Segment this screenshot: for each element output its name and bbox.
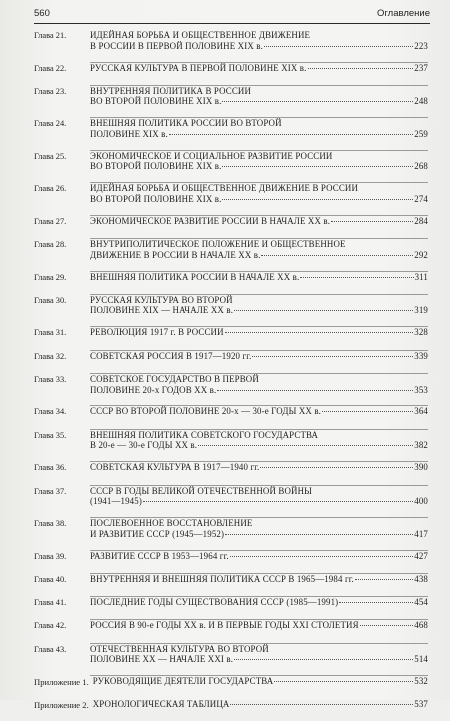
chapter-title-last-line [90, 620, 428, 631]
chapter-title [90, 216, 428, 227]
chapter-title-line: ОТЕЧЕСТВЕННАЯ КУЛЬТУРА ВО ВТОРОЙ [90, 643, 269, 654]
chapter-page-number: 284 [414, 215, 428, 226]
chapter-title [90, 551, 428, 562]
chapter-title-last-line [90, 496, 428, 507]
toc-entry[interactable] [34, 551, 428, 573]
appendix-title-text: РУКОВОДЯЩИЕ ДЕЯТЕЛИ ГОСУДАРСТВА [92, 676, 274, 687]
chapter-title-line: СОВЕТСКАЯ КУЛЬТУРА В 1917—1940 гг. [90, 462, 260, 473]
appendix-label: Приложение 2. [34, 699, 89, 710]
dot-leader [230, 556, 414, 557]
chapter-label: Глава 42. [34, 621, 67, 631]
chapter-page-number: 390 [414, 462, 428, 473]
toc-entry[interactable] [34, 183, 428, 215]
chapter-title-line: И РАЗВИТИЕ СССР (1945—1952) [90, 528, 225, 539]
dot-leader [198, 445, 413, 446]
chapter-title-line: ПОСЛЕВОЕННОЕ ВОССТАНОВЛЕНИЕ [90, 518, 253, 529]
chapter-page-number: 468 [414, 620, 428, 631]
chapter-title-last-line [90, 406, 428, 417]
chapter-page-number: 438 [414, 573, 428, 584]
chapter-title-last-line [90, 551, 428, 562]
toc-entry[interactable] [34, 518, 428, 550]
chapter-title-line: ВНЕШНЯЯ ПОЛИТИКА РОССИИ В НАЧАЛЕ XX в. [90, 271, 300, 282]
toc-entry[interactable] [34, 151, 428, 183]
chapter-title [90, 406, 428, 417]
chapter-title [90, 151, 428, 172]
dot-leader [339, 602, 413, 603]
toc-entry[interactable] [34, 351, 428, 373]
chapter-title [90, 644, 428, 665]
dot-leader [360, 625, 414, 626]
chapter-label: Глава 24. [34, 119, 67, 129]
dot-leader [222, 199, 413, 200]
chapter-label: Глава 37. [34, 486, 67, 496]
chapter-title [90, 327, 428, 338]
chapter-title-line: РУССКАЯ КУЛЬТУРА ВО ВТОРОЙ [90, 294, 233, 305]
chapter-title [90, 486, 428, 507]
appendix-title-line [93, 699, 428, 710]
section-title: Оглавление [377, 8, 430, 19]
chapter-label: Глава 34. [34, 407, 67, 417]
chapter-title-last-line [90, 63, 428, 74]
chapter-title [90, 462, 428, 473]
chapter-title [90, 518, 428, 539]
dot-leader [252, 356, 413, 357]
chapter-label: Глава 23. [34, 86, 67, 96]
chapter-label: Глава 38. [34, 519, 67, 529]
chapter-title [90, 620, 428, 631]
dot-leader [222, 166, 413, 167]
chapter-label: Глава 29. [34, 272, 67, 282]
dot-leader [230, 704, 413, 705]
chapter-title-line: ИДЕЙНАЯ БОРЬБА И ОБЩЕСТВЕННОЕ ДВИЖЕНИЕ В РОССИИ [90, 183, 359, 194]
toc-entry[interactable] [34, 295, 428, 327]
chapter-title [90, 430, 428, 451]
chapter-title-last-line [90, 216, 428, 227]
chapter-label: Глава 31. [34, 328, 67, 338]
appendix-title [93, 699, 428, 710]
appendix-title-text: ХРОНОЛОГИЧЕСКАЯ ТАБЛИЦА [92, 698, 230, 709]
appendix-title [93, 676, 428, 687]
dot-leader [217, 390, 413, 391]
chapter-title-line: ПОЛОВИНЕ XIX — НАЧАЛЕ XX в. [90, 305, 234, 316]
toc-entry[interactable] [34, 118, 428, 150]
toc-entry[interactable] [34, 462, 428, 484]
chapter-title [90, 374, 428, 395]
dot-leader [264, 46, 413, 47]
chapter-title-line: РУССКАЯ КУЛЬТУРА В ПЕРВОЙ ПОЛОВИНЕ XIX в. [90, 62, 307, 73]
toc-entry[interactable] [34, 574, 428, 596]
chapter-title-line: СОВЕТСКАЯ РОССИЯ В 1917—1920 гг. [90, 350, 252, 361]
toc-entry[interactable] [34, 620, 428, 642]
dot-leader [222, 101, 413, 102]
chapter-page-number: 274 [414, 193, 428, 204]
chapter-title-line: ВНУТРЕННЯЯ И ВНЕШНЯЯ ПОЛИТИКА СССР В 1965—1984 гг. [90, 573, 354, 584]
chapter-page-number: 311 [414, 271, 428, 282]
chapter-page-number: 237 [414, 62, 428, 73]
chapter-page-number: 292 [414, 249, 428, 260]
appendix-page-number: 537 [414, 698, 428, 709]
chapter-title-line: ПОЛОВИНЕ XIX в. [90, 128, 168, 139]
chapter-label: Глава 26. [34, 184, 67, 194]
chapter-page-number: 427 [414, 550, 428, 561]
chapter-label: Глава 39. [34, 551, 67, 561]
chapter-label: Глава 41. [34, 598, 67, 608]
chapter-title-line: ЭКОНОМИЧЕСКОЕ РАЗВИТИЕ РОССИИ В НАЧАЛЕ XX в. [90, 215, 331, 226]
table-of-contents [34, 30, 428, 721]
chapter-title-line: В 20-е — 30-е ГОДЫ XX в. [90, 440, 198, 451]
running-header [34, 6, 430, 24]
chapter-label: Глава 33. [34, 374, 67, 384]
dot-leader [261, 255, 413, 256]
dot-leader [143, 501, 413, 502]
dot-leader [331, 221, 413, 222]
chapter-title-line: ДВИЖЕНИЕ В РОССИИ В НАЧАЛЕ XX в. [90, 249, 261, 260]
chapter-title-line: РОССИЯ В 90-е ГОДЫ XX в. И В ПЕРВЫЕ ГОДЫ XXI СТОЛЕТИЯ [90, 620, 359, 631]
chapter-title [90, 295, 428, 316]
chapter-page-number: 400 [414, 496, 428, 507]
chapter-page-number: 319 [414, 305, 428, 316]
chapter-title-line: ВНЕШНЯЯ ПОЛИТИКА СОВЕТСКОГО ГОСУДАРСТВА [90, 429, 319, 440]
chapter-page-number: 364 [414, 406, 428, 417]
chapter-title-last-line [90, 41, 428, 52]
toc-appendix-entry[interactable] [34, 699, 428, 721]
toc-entry[interactable] [34, 374, 428, 406]
chapter-page-number: 353 [414, 384, 428, 395]
dot-leader [225, 534, 413, 535]
chapter-title [90, 118, 428, 139]
chapter-title-line: (1941—1945) [90, 496, 142, 507]
chapter-title-line: ПОСЛЕДНИЕ ГОДЫ СУЩЕСТВОВАНИЯ СССР (1985—1991) [90, 597, 339, 608]
chapter-title-last-line [90, 654, 428, 665]
dot-leader [169, 134, 413, 135]
chapter-page-number: 339 [414, 350, 428, 361]
appendix-label: Приложение 1. [34, 677, 89, 688]
chapter-label: Глава 28. [34, 240, 67, 250]
dot-leader [355, 579, 413, 580]
dot-leader [234, 659, 413, 660]
chapter-title-line: ПОЛОВИНЕ 20-х ГОДОВ XX в. [90, 384, 217, 395]
dot-leader [234, 310, 413, 311]
toc-entry[interactable] [34, 239, 428, 271]
toc-entry[interactable] [34, 486, 428, 518]
toc-entry[interactable] [34, 327, 428, 349]
dot-leader [300, 277, 413, 278]
chapter-title-last-line [90, 385, 428, 396]
toc-entry[interactable] [34, 30, 428, 62]
chapter-title-line: РАЗВИТИЕ СССР В 1953—1964 гг. [90, 550, 229, 561]
chapter-label: Глава 22. [34, 63, 67, 73]
dot-leader [225, 332, 414, 333]
chapter-title-last-line [90, 597, 428, 608]
chapter-title-line: РЕВОЛЮЦИЯ 1917 г. В РОССИИ [90, 327, 224, 338]
chapter-title-last-line [90, 351, 428, 362]
chapter-title-line: ВНУТРИПОЛИТИЧЕСКОЕ ПОЛОЖЕНИЕ И ОБЩЕСТВЕННОЕ [90, 239, 346, 250]
chapter-label: Глава 43. [34, 644, 67, 654]
toc-entry[interactable] [34, 597, 428, 619]
chapter-title-last-line [90, 161, 428, 172]
chapter-title-line: ВНЕШНЯЯ ПОЛИТИКА РОССИИ ВО ВТОРОЙ [90, 118, 282, 129]
chapter-page-number: 514 [414, 654, 428, 665]
chapter-label: Глава 25. [34, 151, 67, 161]
chapter-title [90, 183, 428, 204]
chapter-page-number: 328 [414, 327, 428, 338]
chapter-page-number: 417 [414, 528, 428, 539]
dot-leader [308, 68, 414, 69]
toc-entry[interactable] [34, 272, 428, 294]
chapter-title-line: ЭКОНОМИЧЕСКОЕ И СОЦИАЛЬНОЕ РАЗВИТИЕ РОССИИ [90, 150, 333, 161]
chapter-title-line: СОВЕТСКОЕ ГОСУДАРСТВО В ПЕРВОЙ [90, 373, 259, 384]
chapter-page-number: 248 [414, 96, 428, 107]
toc-entry[interactable] [34, 86, 428, 118]
chapter-title-last-line [90, 574, 428, 585]
chapter-title-line: ВО ВТОРОЙ ПОЛОВИНЕ XIX в. [90, 161, 222, 172]
chapter-title [90, 597, 428, 608]
toc-entry[interactable] [34, 430, 428, 462]
chapter-page-number: 382 [414, 440, 428, 451]
chapter-label: Глава 30. [34, 295, 67, 305]
chapter-title [90, 86, 428, 107]
chapter-label: Глава 21. [34, 31, 67, 40]
chapter-page-number: 259 [414, 128, 428, 139]
chapter-title-line: СССР ВО ВТОРОЙ ПОЛОВИНЕ 20-х — 30-е ГОДЫ XX в. [90, 406, 322, 417]
chapter-page-number: 454 [414, 597, 428, 608]
chapter-page-number: 223 [414, 40, 428, 51]
appendix-page-number: 532 [414, 676, 428, 687]
chapter-title [90, 351, 428, 362]
chapter-title-last-line [90, 305, 428, 316]
chapter-title-last-line [90, 272, 428, 283]
chapter-title-last-line [90, 327, 428, 338]
toc-entry[interactable] [34, 644, 428, 676]
chapter-title [90, 63, 428, 74]
toc-appendix-entry[interactable] [34, 676, 428, 698]
chapter-title [90, 272, 428, 283]
chapter-page-number: 268 [414, 161, 428, 172]
chapter-label: Глава 35. [34, 430, 67, 440]
chapter-label: Глава 32. [34, 351, 67, 361]
chapter-title-line: В РОССИИ В ПЕРВОЙ ПОЛОВИНЕ XIX в. [90, 40, 263, 51]
toc-entry[interactable] [34, 216, 428, 238]
chapter-title-last-line [90, 462, 428, 473]
chapter-title-line: ВНУТРЕННЯЯ ПОЛИТИКА В РОССИИ [90, 85, 252, 96]
appendix-title-line [93, 676, 428, 687]
chapter-title-last-line [90, 529, 428, 540]
dot-leader [274, 681, 413, 682]
chapter-title-last-line [90, 250, 428, 261]
toc-entry[interactable] [34, 63, 428, 85]
chapter-label: Глава 40. [34, 574, 67, 584]
chapter-title [90, 30, 428, 51]
chapter-title-line: СССР В ГОДЫ ВЕЛИКОЙ ОТЕЧЕСТВЕННОЙ ВОЙНЫ [90, 485, 313, 496]
chapter-title [90, 574, 428, 585]
chapter-title-line: ВО ВТОРОЙ ПОЛОВИНЕ XIX в. [90, 193, 222, 204]
chapter-title-last-line [90, 440, 428, 451]
chapter-title-last-line [90, 129, 428, 140]
chapter-title-line: ИДЕЙНАЯ БОРЬБА И ОБЩЕСТВЕННОЕ ДВИЖЕНИЕ [90, 30, 311, 40]
chapter-label: Глава 27. [34, 216, 67, 226]
chapter-label: Глава 36. [34, 463, 67, 473]
chapter-title-line: ВО ВТОРОЙ ПОЛОВИНЕ XIX в. [90, 96, 222, 107]
chapter-title-line: ПОЛОВИНЕ XX — НАЧАЛЕ XXI в. [90, 654, 234, 665]
chapter-title [90, 239, 428, 260]
chapter-title-last-line [90, 96, 428, 107]
dot-leader [322, 411, 413, 412]
page-number: 560 [34, 8, 50, 19]
chapter-title-last-line [90, 194, 428, 205]
toc-entry[interactable] [34, 406, 428, 428]
dot-leader [260, 467, 413, 468]
